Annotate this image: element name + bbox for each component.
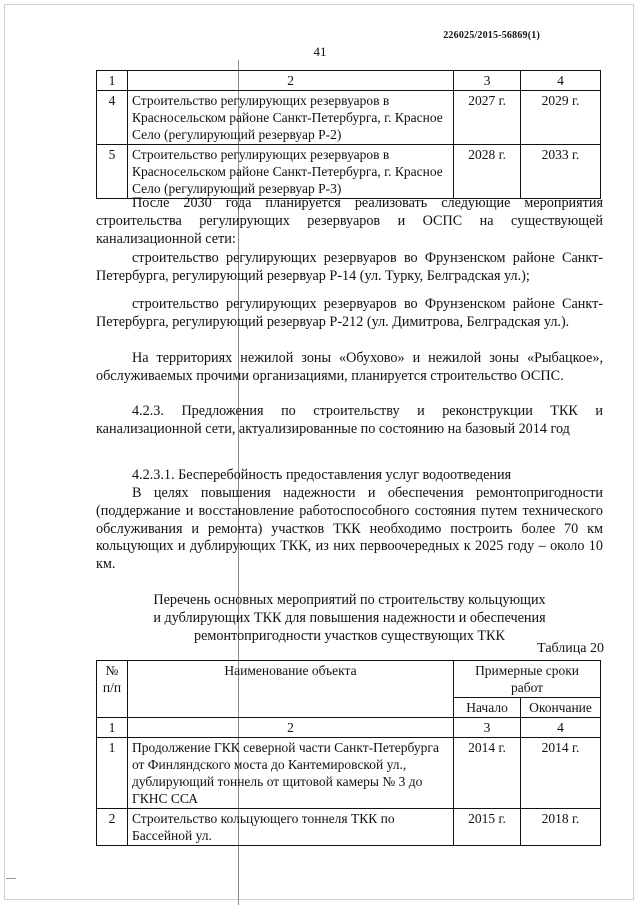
header-start: Начало	[454, 698, 521, 718]
end-year: 2014 г.	[521, 738, 601, 809]
start-year: 2014 г.	[454, 738, 521, 809]
header-cell: 3	[454, 71, 521, 91]
index-cell: 4	[521, 718, 601, 738]
list-title-line: ремонтопригодности участков существующих ТКК	[194, 627, 505, 644]
subsection-heading: 4.2.3.1. Бесперебойность предоставления услуг водоотведения	[132, 467, 512, 483]
end-year: 2029 г.	[521, 91, 601, 145]
paragraph-after-2030: После 2030 года планируется реализовать следующие мероприятия строительства регулирующих резервуаров и ОСПС на существующей канализационной сети:	[96, 195, 603, 247]
header-cell: 2	[127, 71, 453, 91]
list-title-line: Перечень основных мероприятий по строительству кольцующих	[153, 592, 546, 608]
table-row	[97, 809, 601, 846]
paragraph-ospc: На территориях нежилой зоны «Обухово» и нежилой зоны «Рыбацкое», обслуживаемых прочими организациями, планируется строительство ОСПС.	[96, 350, 603, 384]
header-end: Окончание	[521, 698, 601, 718]
object-name: Строительство регулирующих резервуаров в Красносельском районе Санкт-Петербурга, г. Красное Село (регулирующий резервуар Р-3)	[127, 145, 453, 199]
table-row	[97, 91, 601, 145]
table-index-row	[97, 718, 601, 738]
start-year: 2027 г.	[454, 91, 521, 145]
start-year: 2028 г.	[454, 145, 521, 199]
header-num: № п/п	[97, 661, 128, 718]
index-cell: 1	[97, 718, 128, 738]
object-name: Строительство регулирующих резервуаров в Красносельском районе Санкт-Петербурга, г. Красное Село (регулирующий резервуар Р-2)	[127, 91, 453, 145]
paragraph-reservoir-r14: строительство регулирующих резервуаров во Фрунзенском районе Санкт-Петербурга, регулирующий резервуар Р-14 (ул. Турку, Белградская ул.);	[96, 250, 603, 284]
document-code: 226025/2015-56869(1)	[443, 30, 540, 41]
header-terms: Примерные сроки работ	[454, 661, 601, 698]
scan-corner-mark	[6, 878, 16, 889]
end-year: 2033 г.	[521, 145, 601, 199]
header-cell: 1	[97, 71, 128, 91]
end-year: 2018 г.	[521, 809, 601, 846]
row-number: 4	[97, 91, 128, 145]
list-title-line: и дублирующих ТКК для повышения надежности и обеспечения	[153, 609, 546, 626]
start-year: 2015 г.	[454, 809, 521, 846]
continued-table	[96, 70, 601, 199]
row-number: 1	[97, 738, 128, 809]
table-label: Таблица 20	[537, 641, 604, 656]
object-name: Продолжение ГКК северной части Санкт-Петербурга от Финляндского моста до Кантемировской ул., дублирующий тоннель от щитовой камеры № 3 до ГКНС ССА	[127, 738, 453, 809]
table-row	[97, 145, 601, 199]
section-heading: 4.2.3. Предложения по строительству и реконструкции ТКК и канализационной сети, актуализированные по состоянию на базовый 2014 год	[96, 403, 603, 437]
row-number: 5	[97, 145, 128, 199]
table-header-row	[97, 71, 601, 91]
header-cell: 4	[521, 71, 601, 91]
index-cell: 2	[127, 718, 453, 738]
table-header-row	[97, 661, 601, 698]
object-name: Строительство кольцующего тоннеля ТКК по Бассейной ул.	[127, 809, 453, 846]
index-cell: 3	[454, 718, 521, 738]
page-number: 41	[313, 44, 327, 59]
table-row	[97, 738, 601, 809]
paragraph-reservoir-r212: строительство регулирующих резервуаров во Фрунзенском районе Санкт-Петербурга, регулирующий резервуар Р-212 (ул. Димитрова, Белградская ул.).	[96, 296, 603, 330]
header-name: Наименование объекта	[127, 661, 453, 718]
table-20	[96, 660, 601, 846]
paragraph-reliability: В целях повышения надежности и обеспечения ремонтопригодности (поддержание и восстановление работоспособного состояния путем технического обслуживания и ремонта) участков ТКК необходимо построить более 70 км кольцующих и дублирующих ТКК, из них первоочередных к 2025 году – около 10 км.	[96, 485, 603, 573]
row-number: 2	[97, 809, 128, 846]
list-title	[96, 592, 603, 645]
